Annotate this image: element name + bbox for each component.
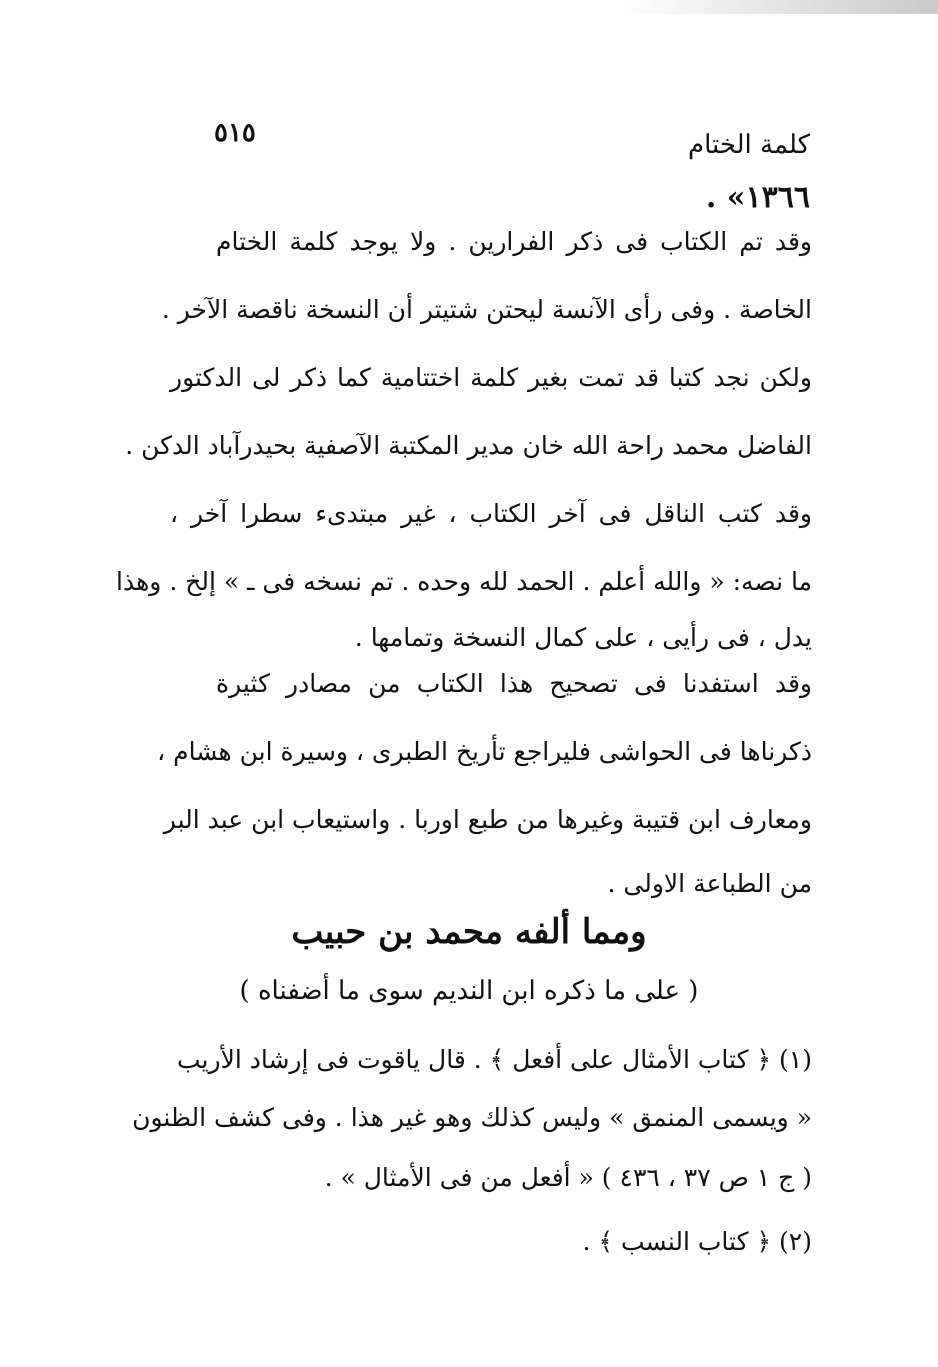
- entry-line: (١) ﴿ كتاب الأمثال على أفعل ﴾ . قال ياقوت فى إرشاد الأريب: [177, 1045, 812, 1074]
- entry-line: ( ج ١ ص ٣٧ ، ٤٣٦ ) « أفعل من فى الأمثال » .: [324, 1163, 812, 1192]
- paragraph-line: وقد استفدنا فى تصحيح هذا الكتاب من مصادر كثيرة: [216, 669, 812, 698]
- page-header: [170, 118, 810, 158]
- paragraph-line: ومعارف ابن قتيبة وغيرها من طبع اوربا . واستيعاب ابن عبد البر: [163, 805, 812, 834]
- paragraph-line: ذكرناها فى الحواشى فليراجع تأريخ الطبرى ، وسيرة ابن هشام ،: [157, 737, 812, 766]
- paragraph-line: الخاصة . وفى رأى الآنسة ليحتن شتيتر أن النسخة ناقصة الآخر .: [161, 295, 812, 324]
- section-subheading: ( على ما ذكره ابن النديم سوى ما أضفناه ): [239, 976, 699, 1006]
- page-number: ٥١٥: [214, 118, 256, 148]
- paragraph-line: من الطباعة الاولى .: [607, 869, 812, 898]
- entry-line: (٢) ﴿ كتاب النسب ﴾ .: [582, 1227, 812, 1256]
- paragraph-line: يدل ، فى رأيى ، على كمال النسخة وتمامها .: [354, 623, 812, 652]
- entries-list: [132, 1040, 812, 1270]
- scan-edge-shading: [620, 0, 938, 14]
- paragraph-line: ولكن نجد كتبا قد تمت بغير كلمة اختتامية كما ذكر لى الدكتور: [170, 363, 812, 392]
- paragraph-line: الفاضل محمد راحة الله خان مدير المكتبة الآصفية بحيدرآباد الدكن .: [125, 431, 812, 460]
- paragraph-2: [157, 664, 812, 904]
- paragraph-line: وقد كتب الناقل فى آخر الكتاب ، غير مبتدىء سطرا آخر ،: [170, 499, 812, 528]
- paragraph-line: ما نصه: « والله أعلم . الحمد لله وحده . تم نسخه فى ـ » إلخ . وهذا: [116, 567, 812, 596]
- year-line: ١٣٦٦» .: [705, 180, 810, 215]
- entry-line: « ويسمى المنمق » وليس كذلك وهو غير هذا . وفى كشف الظنون: [132, 1103, 812, 1132]
- section-heading: ومما ألفه محمد بن حبيب: [291, 912, 647, 952]
- paragraph-line: وقد تم الكتاب فى ذكر الفرارين . ولا يوجد كلمة الختام: [216, 227, 812, 256]
- paragraph-1: [116, 222, 812, 652]
- running-head: كلمة الختام: [687, 130, 810, 160]
